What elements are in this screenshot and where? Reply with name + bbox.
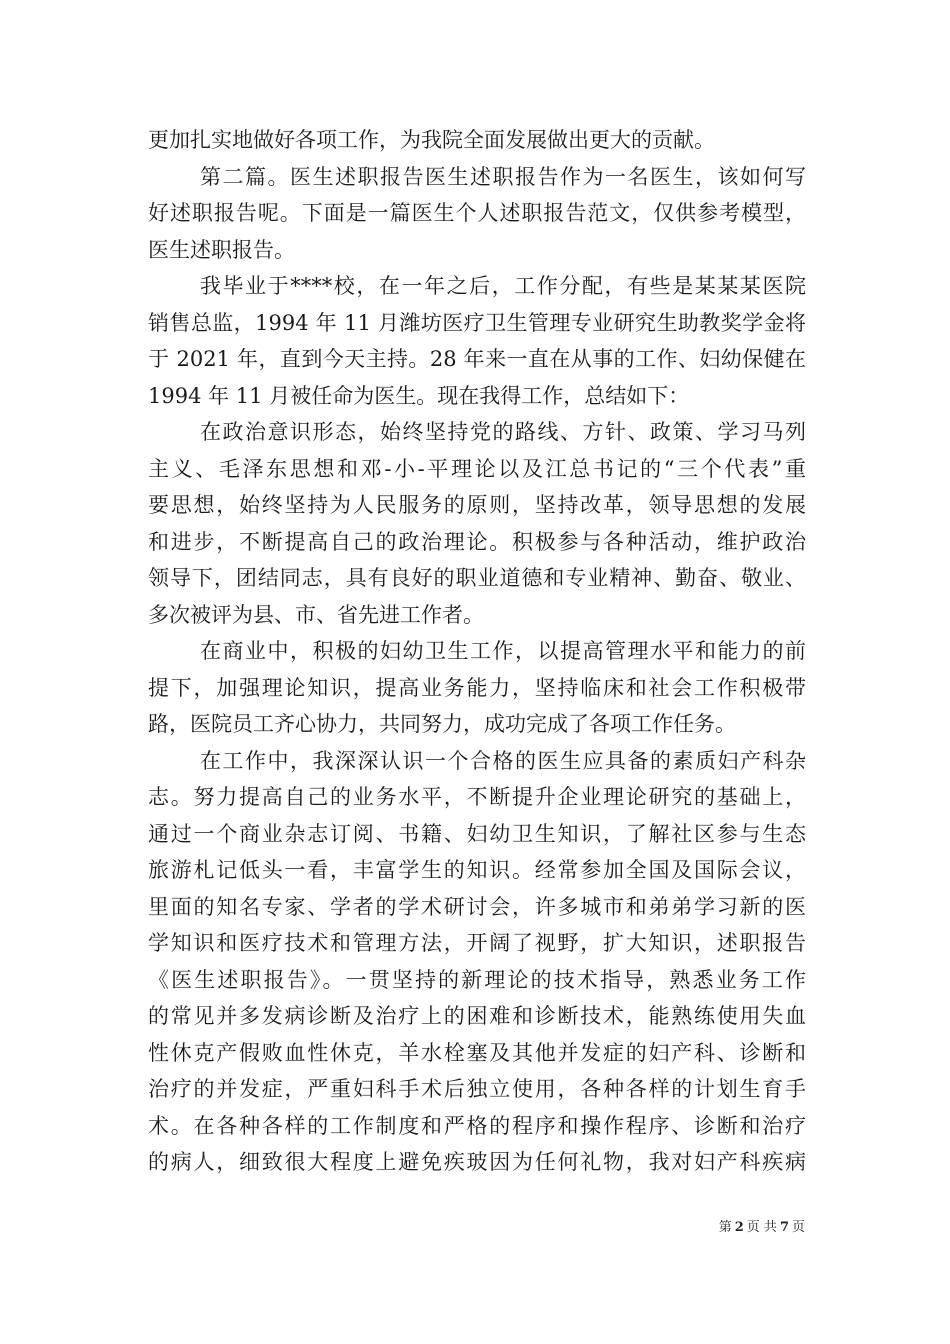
footer-prefix: 第 bbox=[718, 1220, 732, 1235]
paragraph-line: 销售总监，1994 年 11 月潍坊医疗卫生管理专业研究生助教奖学金将 bbox=[148, 310, 806, 335]
paragraph-line: 多次被评为县、市、省先进工作者。 bbox=[148, 602, 484, 627]
paragraph-business bbox=[148, 633, 806, 743]
paragraph-line: 的常见并多发病诊断及治疗上的困难和诊断技术，能熟练使用失血 bbox=[148, 1004, 806, 1028]
paragraph-line: 更加扎实地做好各项工作，为我院全面发展做出更大的贡献。 bbox=[148, 128, 715, 152]
paragraph-line: 性休克产假败血性休克，羊水栓塞及其他并发症的妇产科、诊断和 bbox=[148, 1040, 806, 1065]
paragraph-work bbox=[148, 743, 806, 1181]
paragraph-line: 第二篇。医生述职报告医生述职报告作为一名医生，该如何写 bbox=[200, 164, 806, 189]
document-body bbox=[148, 122, 806, 1181]
paragraph-continuation bbox=[148, 122, 806, 159]
paragraph-line: 旅游札记低头一看，丰富学生的知识。经常参加全国及国际会议， bbox=[148, 858, 806, 882]
paragraph-line: 通过一个商业杂志订阅、书籍、妇幼卫生知识，了解社区参与生态 bbox=[148, 821, 806, 846]
footer-suffix: 页 bbox=[791, 1220, 805, 1235]
paragraph-line: 的病人，细致很大程度上避免疾玻因为任何礼物，我对妇产科疾病 bbox=[148, 1150, 806, 1174]
paragraph-line: 治疗的并发症，严重妇科手术后独立使用，各种各样的计划生育手 bbox=[148, 1077, 806, 1101]
paragraph-line: 我毕业于****校，在一年之后，工作分配，有些是某某某医院 bbox=[200, 274, 806, 298]
paragraph-political bbox=[148, 414, 806, 633]
paragraph-line: 1994 年 11 月被任命为医生。现在我得工作，总结如下： bbox=[148, 383, 690, 408]
paragraph-line: 医生述职报告。 bbox=[148, 237, 295, 262]
paragraph-line: 好述职报告呢。下面是一篇医生个人述职报告范文，仅供参考模型， bbox=[148, 201, 806, 225]
paragraph-line: 路，医院员工齐心协力，共同努力，成功完成了各项工作任务。 bbox=[148, 712, 736, 736]
paragraph-line: 学知识和医疗技术和管理方法，开阔了视野，扩大知识，述职报告 bbox=[148, 931, 806, 955]
paragraph-background bbox=[148, 268, 806, 414]
paragraph-second-article-intro bbox=[148, 159, 806, 269]
paragraph-line: 于 2021 年，直到今天主持。28 年来一直在从事的工作、妇幼保健在 bbox=[148, 347, 806, 371]
paragraph-line: 术。在各种各样的工作制度和严格的程序和操作程序、诊断和治疗 bbox=[148, 1113, 806, 1138]
paragraph-line: 在商业中，积极的妇幼卫生工作，以提高管理水平和能力的前 bbox=[200, 639, 806, 663]
page-number-footer bbox=[719, 1219, 805, 1237]
footer-middle: 页 共 bbox=[746, 1220, 777, 1235]
paragraph-line: 里面的知名专家、学者的学术研讨会，许多城市和弟弟学习新的医 bbox=[148, 894, 806, 919]
paragraph-line: 领导下，团结同志，具有良好的职业道德和专业精神、勤奋、敬业、 bbox=[148, 566, 806, 590]
paragraph-line: 提下，加强理论知识，提高业务能力，坚持临床和社会工作积极带 bbox=[148, 675, 806, 700]
paragraph-line: 和进步，不断提高自己的政治理论。积极参与各种活动，维护政治 bbox=[148, 529, 806, 554]
total-page-count: 7 bbox=[779, 1220, 789, 1235]
current-page-number: 2 bbox=[734, 1220, 744, 1235]
paragraph-line: 要思想，始终坚持为人民服务的原则，坚持改革，领导思想的发展 bbox=[148, 493, 806, 517]
paragraph-line: 在政治意识形态，始终坚持党的路线、方针、政策、学习马列 bbox=[200, 420, 806, 444]
paragraph-line: 主义、毛泽东思想和邓-小-平理论以及江总书记的“三个代表”重 bbox=[148, 456, 806, 481]
paragraph-line: 在工作中，我深深认识一个合格的医生应具备的素质妇产科杂 bbox=[200, 748, 806, 773]
paragraph-line: 志。努力提高自己的业务水平，不断提升企业理论研究的基础上， bbox=[148, 785, 806, 809]
paragraph-line: 《医生述职报告》。一贯坚持的新理论的技术指导，熟悉业务工作 bbox=[148, 967, 806, 992]
